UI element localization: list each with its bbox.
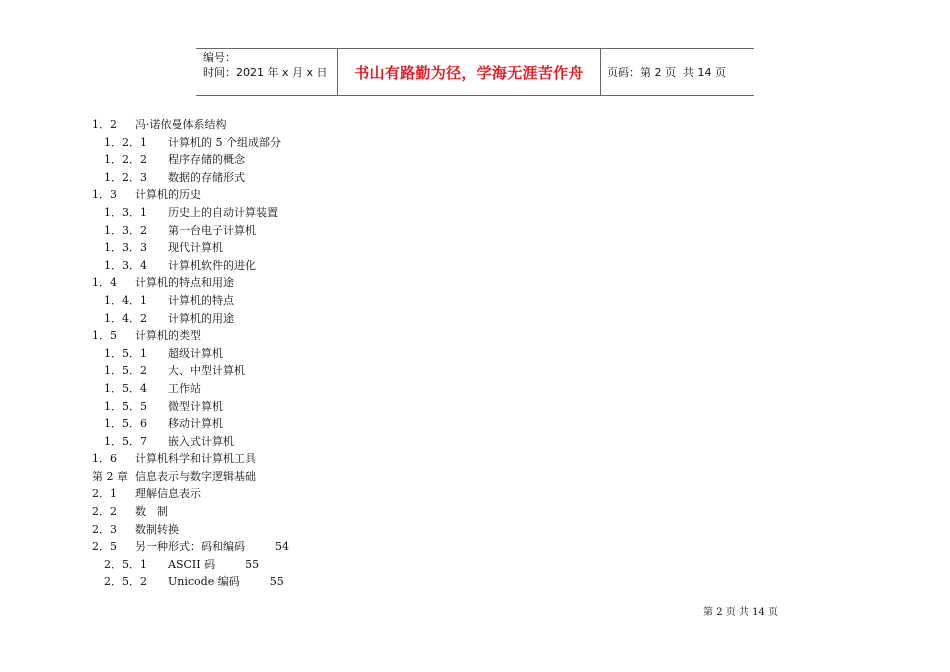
toc-entry-title: 程序存储的概念 — [168, 153, 245, 167]
header-page-info-cell — [601, 49, 754, 95]
toc-entry-title: 嵌入式计算机 — [168, 434, 234, 448]
toc-entry-title: Unicode 编码 — [168, 575, 240, 589]
toc-entry-title: ASCII 码 — [168, 557, 216, 571]
toc-entry-number: 1．5．6 — [104, 417, 147, 431]
toc-entry — [92, 362, 512, 380]
toc-entry-number: 1．3 — [92, 188, 117, 202]
toc-entry-title: 计算机的历史 — [135, 188, 201, 202]
toc-entry-number: 1．4．1 — [104, 293, 147, 307]
toc-entry — [92, 239, 512, 257]
toc-entry — [92, 573, 512, 591]
toc-entry-title: 工作站 — [168, 381, 201, 395]
toc-entry-number: 1．6 — [92, 452, 117, 466]
toc-entry-title: 数 制 — [135, 505, 168, 519]
table-of-contents — [92, 116, 512, 591]
toc-entry-number: 1．2．2 — [104, 153, 147, 167]
toc-entry-number: 1．3．4 — [104, 258, 147, 272]
toc-entry-number: 第 2 章 — [92, 469, 128, 483]
toc-entry-title: 计算机的用途 — [168, 311, 234, 325]
toc-entry — [92, 345, 512, 363]
toc-entry-number: 1．5．1 — [104, 346, 147, 360]
toc-entry — [92, 433, 512, 451]
toc-entry-page: 55 — [269, 575, 284, 589]
toc-entry-title: 计算机软件的进化 — [168, 258, 256, 272]
toc-entry — [92, 503, 512, 521]
toc-entry-number: 1．3．1 — [104, 205, 147, 219]
toc-entry — [92, 310, 512, 328]
toc-entry-number: 2．5 — [92, 540, 117, 554]
toc-entry-number: 1．3．2 — [104, 223, 147, 237]
toc-entry-title: 计算机科学和计算机工具 — [135, 452, 256, 466]
toc-entry-number: 1．4 — [92, 276, 117, 290]
toc-entry-number: 1．2 — [92, 118, 117, 131]
toc-entry — [92, 398, 512, 416]
toc-entry-page: 55 — [245, 557, 260, 571]
toc-entry-number: 2．5．1 — [104, 557, 147, 571]
toc-entry — [92, 538, 512, 556]
toc-entry-title: 数据的存储形式 — [168, 170, 245, 184]
header-meta — [196, 49, 338, 95]
toc-entry-number: 1．5 — [92, 329, 117, 343]
toc-entry-number: 2．3 — [92, 522, 117, 536]
toc-entry-title: 计算机的特点和用途 — [135, 276, 234, 290]
header-time-label: 时间：2021 年 x 月 x 日 — [203, 66, 328, 79]
toc-entry — [92, 450, 512, 468]
toc-entry — [92, 116, 512, 134]
toc-entry-title: 信息表示与数字逻辑基础 — [135, 469, 256, 483]
toc-entry-number: 2．5．2 — [104, 575, 147, 589]
toc-entry — [92, 415, 512, 433]
toc-entry — [92, 468, 512, 486]
toc-entry — [92, 169, 512, 187]
toc-entry — [92, 274, 512, 292]
toc-entry — [92, 521, 512, 539]
toc-entry-title: 理解信息表示 — [135, 487, 201, 501]
toc-entry-title: 计算机的特点 — [168, 293, 234, 307]
toc-entry — [92, 204, 512, 222]
header-page-info: 页码：第 2 页 共 14 页 — [607, 66, 726, 79]
toc-entry-title: 微型计算机 — [168, 399, 223, 413]
toc-entry-number: 1．5．7 — [104, 434, 147, 448]
toc-entry — [92, 380, 512, 398]
toc-entry-number: 1．2．1 — [104, 135, 147, 149]
toc-entry — [92, 222, 512, 240]
toc-entry-number: 2．1 — [92, 487, 117, 501]
page-header — [196, 48, 754, 96]
page-footer: 第 2 页 共 14 页 — [703, 607, 778, 618]
toc-entry-title: 计算机的 5 个组成部分 — [168, 135, 281, 149]
toc-entry — [92, 151, 512, 169]
toc-entry-number: 1．5．4 — [104, 381, 147, 395]
toc-entry-title: 另一种形式：码和编码 — [135, 540, 245, 554]
toc-entry-number: 1．2．3 — [104, 170, 147, 184]
toc-entry — [92, 186, 512, 204]
header-motto: 书山有路勤为径，学海无涯苦作舟 — [338, 49, 601, 95]
toc-entry — [92, 257, 512, 275]
toc-entry — [92, 556, 512, 574]
toc-entry-number: 1．5．5 — [104, 399, 147, 413]
toc-entry-title: 数制转换 — [135, 522, 179, 536]
toc-entry — [92, 327, 512, 345]
toc-entry-title: 现代计算机 — [168, 241, 223, 255]
toc-entry-title: 移动计算机 — [168, 417, 223, 431]
toc-entry-title: 大、中型计算机 — [168, 364, 245, 378]
header-number-label: 编号： — [203, 51, 236, 64]
toc-entry-title: 冯·诺依曼体系结构 — [135, 118, 227, 131]
toc-entry-title: 历史上的自动计算装置 — [168, 205, 278, 219]
toc-entry-number: 1．4．2 — [104, 311, 147, 325]
toc-entry-number: 2．2 — [92, 505, 117, 519]
toc-entry — [92, 292, 512, 310]
toc-entry-number: 1．3．3 — [104, 241, 147, 255]
toc-entry-title: 第一台电子计算机 — [168, 223, 256, 237]
toc-entry — [92, 134, 512, 152]
toc-entry-title: 计算机的类型 — [135, 329, 201, 343]
toc-entry-title: 超级计算机 — [168, 346, 223, 360]
toc-entry-page: 54 — [275, 540, 289, 554]
toc-entry — [92, 485, 512, 503]
toc-entry-number: 1．5．2 — [104, 364, 147, 378]
